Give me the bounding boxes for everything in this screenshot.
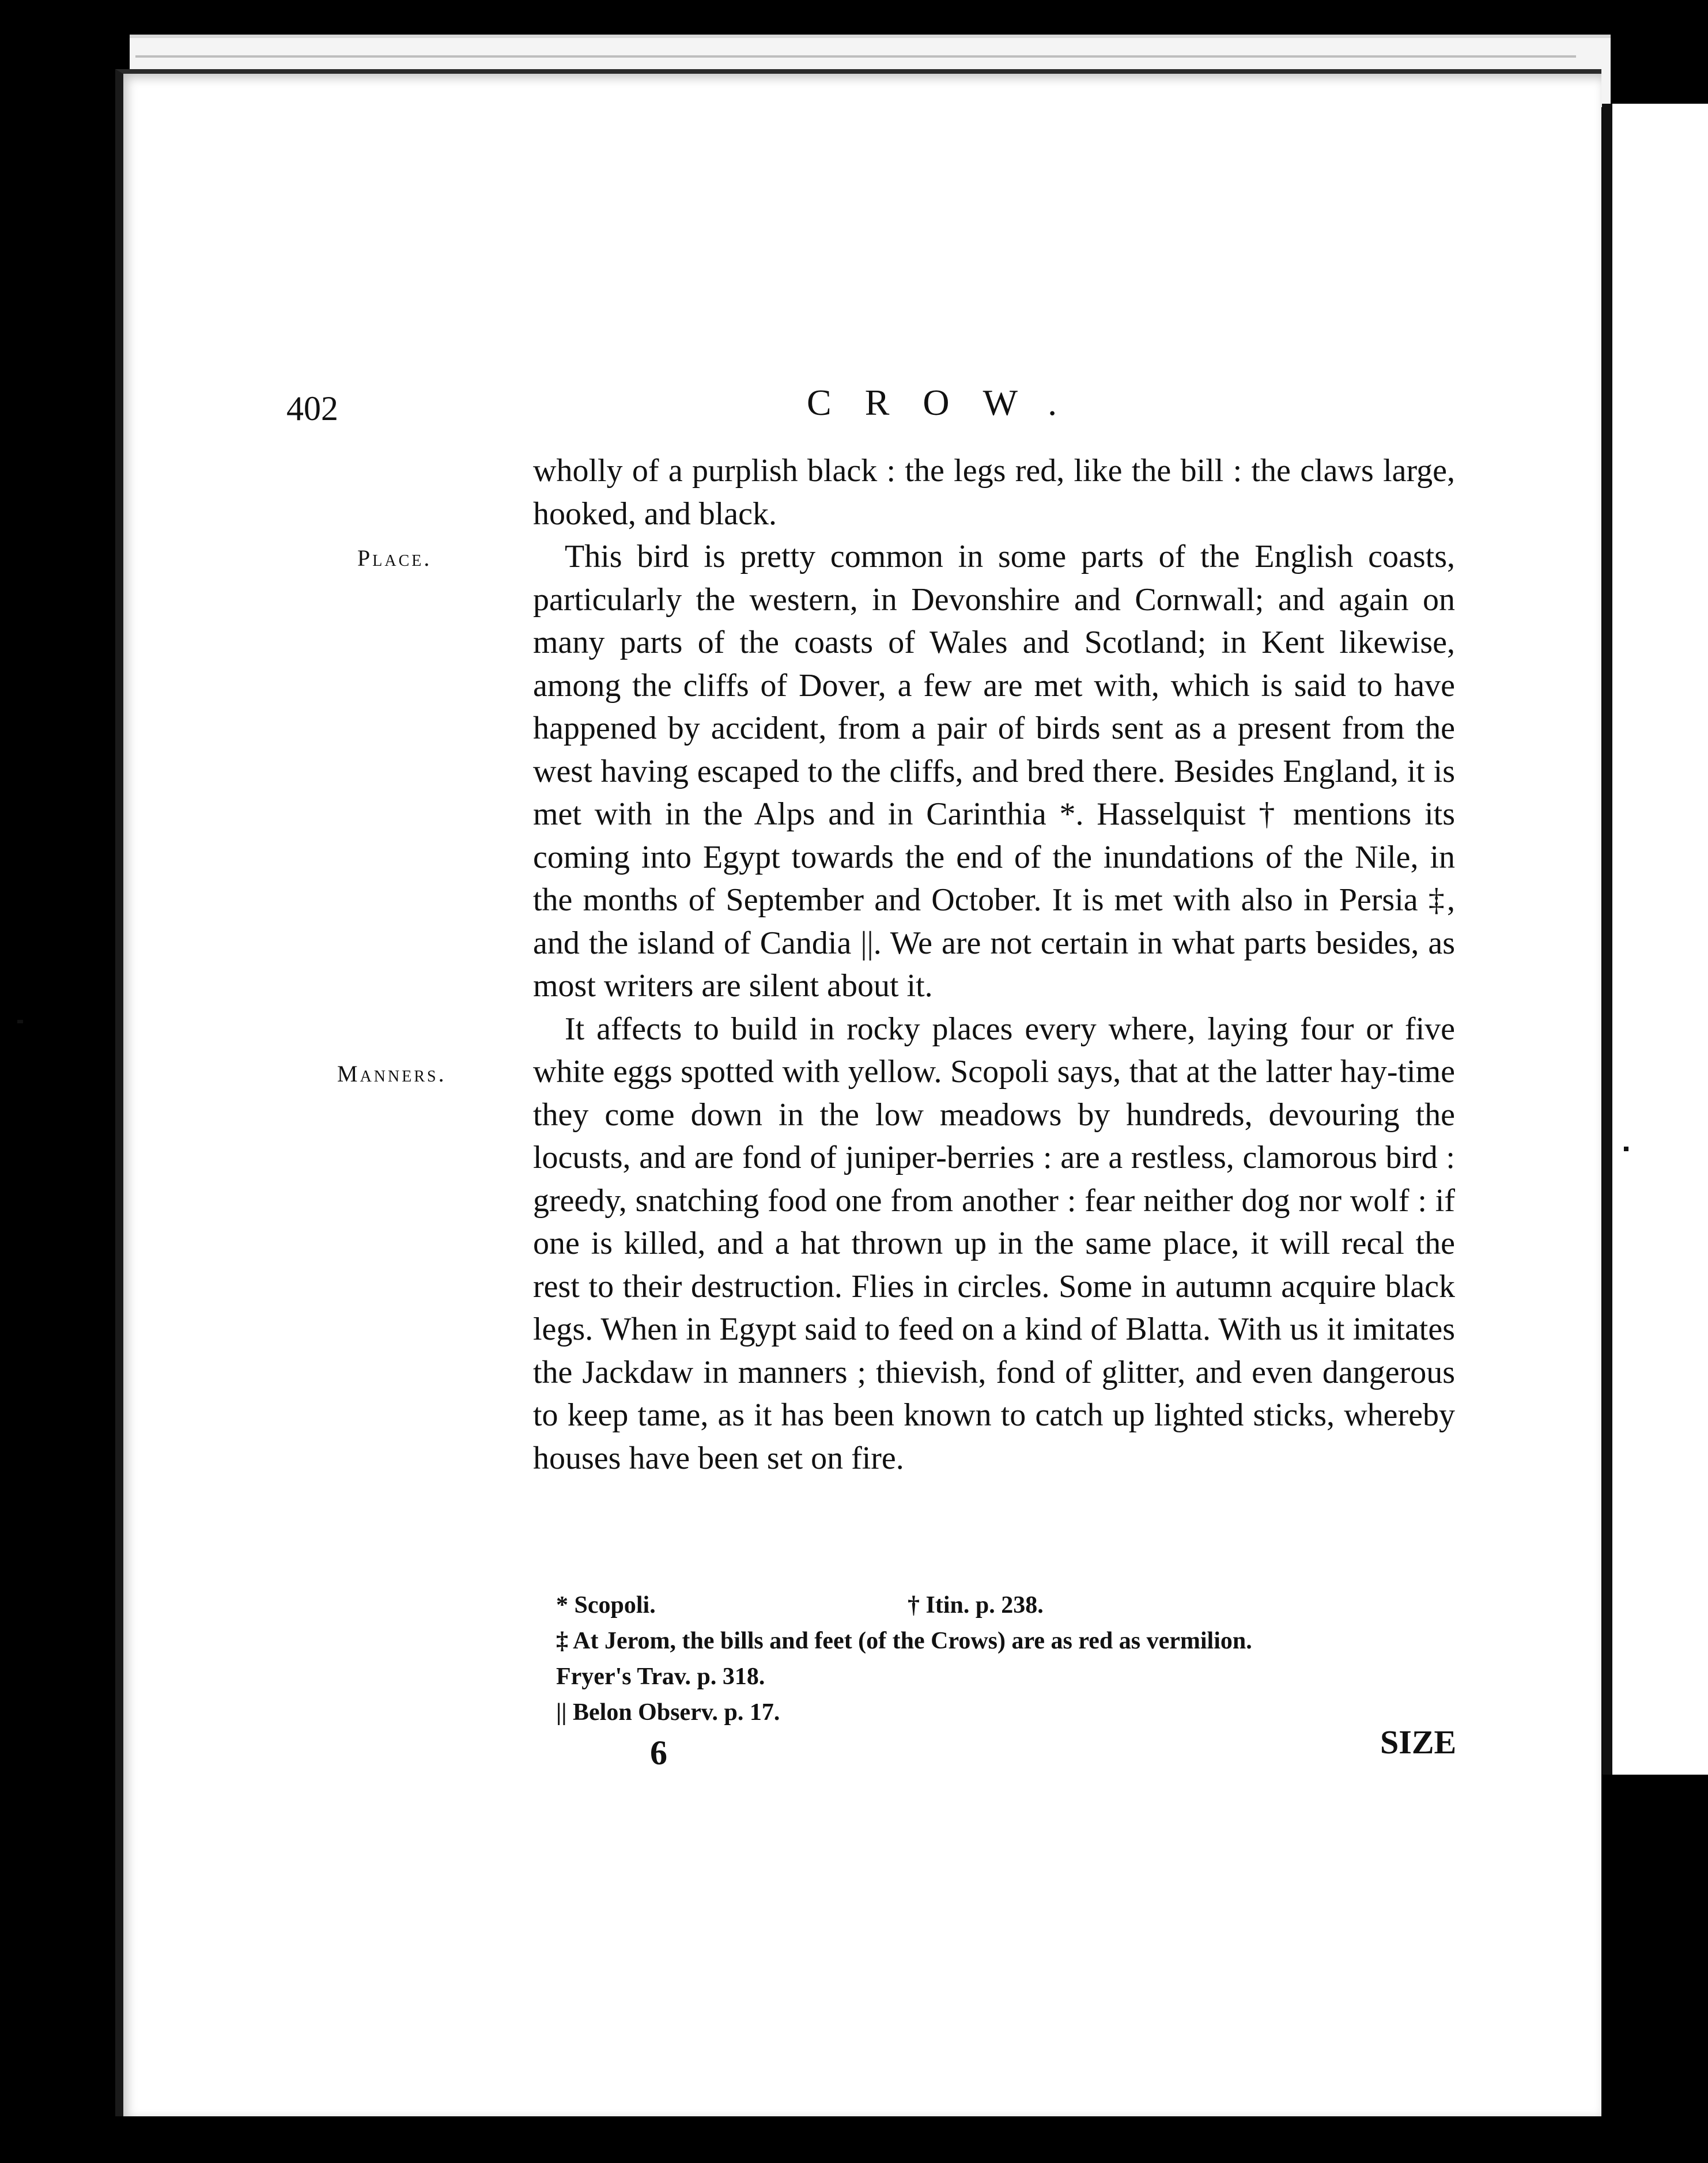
signature-mark: 6 [650,1734,667,1772]
catchword: SIZE [1380,1723,1457,1761]
scan-speck [1624,1147,1628,1151]
paragraph-3: It affects to build in rocky places every where, laying four or five white eggs spotted with yellow. Scopoli says, that at the latter hay-time they come down in the low meadows by hundreds, devouring the locusts, and are fond of juniper-berries : are a restless, clamorous bird : greedy, snatching food one from another : fear neither dog nor wolf : if one is killed, and a hat thrown up in the same place, it will recal the rest to their destruction. Flies in circles. Some in autumn acquire black legs. When in Egypt said to feed on a kind of Blatta. With us it imitates the Jackdaw in manners ; thievish, fond of glitter, and even dangerous to keep tame, as it has been known to catch up lighted sticks, whereby houses have been set on fire. [533,1011,1455,1476]
footnote-itin: † Itin. p. 238. [908,1592,1044,1619]
facing-page-strip [1602,104,1708,1775]
scan-speck [17,1020,23,1023]
running-title: CROW. [807,382,1091,423]
footnote-fryer: Fryer's Trav. p. 318. [556,1663,765,1690]
main-text [533,449,1455,1480]
footnote-row-1 [556,1587,1455,1623]
footnote-scopoli: * Scopoli. [556,1592,656,1619]
page-top-edge [135,55,1576,58]
paragraph-2: This bird is pretty common in some parts of the English coasts, particularly the western, in Devonshire and Cornwall; and again on many parts of the coasts of Wales and Scotland; in Kent likewise, among the cliffs of Dover, a few are met with, which is said to have happened by accident, from a pair of birds sent as a present from the west having escaped to the cliffs, and bred there. Besides England, it is met with in the Alps and in Carinthia *. Hasselquist † mentions its coming into Egypt towards the end of the inundations of the Nile, in the months of September and October. It is met with also in Persia ‡, and the island of Candia ||. We are not certain in what parts besides, as most writers are silent about it. [533,539,1455,1004]
footnote-jerom: ‡ At Jerom, the bills and feet (of the Crows) are as red as vermilion. [556,1628,1252,1654]
margin-note-place: Place. [357,545,432,571]
footnotes [556,1587,1455,1730]
page-number: 402 [286,390,338,428]
paragraph-1: wholly of a purplish black : the legs red, like the bill : the claws large, hooked, and black. [533,453,1455,532]
footnote-belon: || Belon Observ. p. 17. [556,1699,780,1726]
margin-note-manners: Manners. [337,1061,447,1087]
